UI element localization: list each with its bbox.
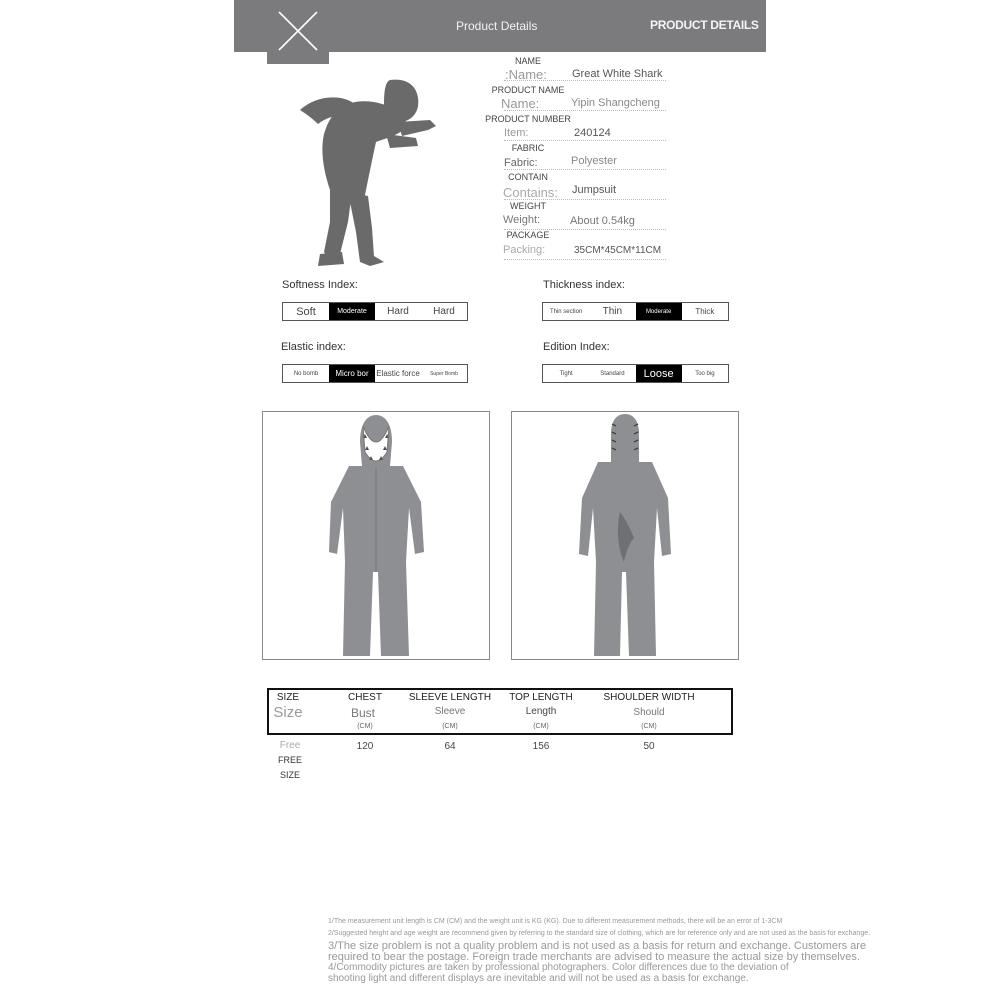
elastic-option: No bomb (293, 370, 319, 377)
size-header: SIZE (276, 692, 300, 703)
size-value-size: SIZE (279, 770, 300, 780)
spec-divider (504, 169, 666, 170)
spec-divider (504, 140, 666, 141)
spec-divider (504, 199, 666, 200)
spec-key-weight: Weight: (503, 214, 541, 226)
note-1: 1/The measurement unit length is CM (CM) and the weight unit is KG (KG). Due to different measurement methods, there will be an error of 1-3CM (328, 918, 783, 925)
spec-label-weight: WEIGHT (510, 201, 546, 211)
thickness-index-bar (542, 302, 729, 321)
thickness-option: Thin section (549, 308, 583, 315)
top-length-unit: (CM) (533, 723, 549, 730)
elastic-index-title: Elastic index: (281, 341, 346, 353)
spec-divider (504, 110, 666, 111)
thickness-option: Thick (695, 307, 715, 316)
sleeve-value: 64 (444, 741, 456, 752)
jumpsuit-back-image (512, 412, 738, 659)
chest-header: CHEST (348, 692, 382, 703)
spec-value-product-name: Yipin Shangcheng (571, 97, 660, 109)
edition-index-title: Edition Index: (543, 341, 610, 353)
elastic-option: Super Bomb (430, 370, 458, 377)
spec-value-fabric: Polyester (571, 155, 617, 167)
note-3-cont: required to bear the postage. Foreign trade merchants are advised to measure the actual size by themselves. (328, 951, 860, 963)
edition-option: Too big (695, 370, 715, 377)
note-3: 3/The size problem is not a quality problem and is not used as a basis for return and exchange. Customers are (328, 940, 867, 952)
spec-key-item: Item: (504, 127, 529, 139)
softness-option: Soft (296, 305, 316, 318)
product-photo-back (511, 411, 739, 660)
spec-key-fabric: Fabric: (504, 157, 538, 169)
edition-option-selected: Loose (636, 365, 682, 382)
shoulder-header-sub: Should (633, 707, 665, 718)
note-2: 2/Suggested height and age weight are recommend given by referring to the standard size of clothing, which are for reference only and are not used as the basis for exchange. (328, 930, 871, 937)
spec-divider (504, 80, 666, 81)
shoulder-value: 50 (643, 741, 655, 752)
spec-label-contain: CONTAIN (508, 172, 548, 182)
spec-key-product-name: Name: (501, 96, 540, 111)
top-length-header-sub: Length (525, 706, 557, 717)
spec-label-fabric: FABRIC (511, 143, 545, 153)
elastic-index-bar (282, 364, 468, 383)
size-value-free: FREE (277, 755, 302, 765)
softness-index-bar (282, 302, 468, 321)
sleeve-header: SLEEVE LENGTH (408, 692, 492, 703)
sleeve-unit: (CM) (442, 723, 458, 730)
elastic-option-selected: Micro bor (329, 365, 375, 382)
shark-costume-silhouette-image (290, 72, 440, 272)
softness-option-selected: Moderate (329, 303, 375, 320)
note-4-cont: shooting light and different displays are inevitable and will not be used as a basis for exchange. (328, 973, 749, 984)
spec-key-contains: Contains: (503, 185, 558, 200)
note-4: 4/Commodity pictures are taken by professional photographers. Color differences due to the deviation of (328, 962, 789, 973)
spec-key-packing: Packing: (503, 244, 546, 256)
spec-value-packing: 35CM*45CM*11CM (574, 245, 662, 256)
spec-value-item: 240124 (574, 127, 611, 139)
edition-option: Standard (600, 370, 625, 377)
spec-label-product-name: PRODUCT NAME (491, 85, 565, 95)
chest-unit: (CM) (357, 723, 373, 730)
thickness-index-title: Thickness index: (543, 279, 625, 291)
top-length-value: 156 (532, 741, 550, 752)
spec-label-name: NAME (514, 56, 541, 66)
softness-option: Hard (433, 306, 455, 317)
page-title: Product Details (456, 19, 538, 33)
spec-label-package: PACKAGE (506, 230, 550, 240)
chest-value: 120 (356, 741, 374, 752)
page-title-en: PRODUCT DETAILS (650, 18, 759, 32)
spec-divider (504, 259, 666, 260)
edition-option: Tight (559, 370, 573, 377)
spec-value-contains: Jumpsuit (572, 184, 617, 196)
spec-value-name: Great White Shark (572, 68, 663, 80)
spec-key-name: :Name: (505, 67, 547, 82)
thickness-option-selected: Moderate (636, 303, 682, 320)
shoulder-unit: (CM) (641, 723, 657, 730)
sleeve-header-sub: Sleeve (434, 706, 466, 717)
elastic-option: Elastic force (376, 369, 420, 378)
edition-index-bar (542, 364, 729, 383)
size-header-sub: Size (273, 704, 303, 721)
softness-option: Hard (387, 306, 409, 317)
jumpsuit-front-image (263, 412, 489, 659)
size-value: Free (279, 740, 301, 751)
spec-label-product-number: PRODUCT NUMBER (485, 114, 571, 124)
softness-index-title: Softness Index: (282, 279, 358, 291)
top-length-header: TOP LENGTH (509, 692, 573, 703)
close-icon[interactable] (275, 8, 321, 54)
spec-value-weight: About 0.54kg (570, 215, 635, 227)
product-photo-front (262, 411, 490, 660)
chest-header-sub: Bust (350, 706, 375, 720)
thickness-option: Thin (602, 306, 623, 317)
shoulder-header: SHOULDER WIDTH (603, 692, 695, 703)
